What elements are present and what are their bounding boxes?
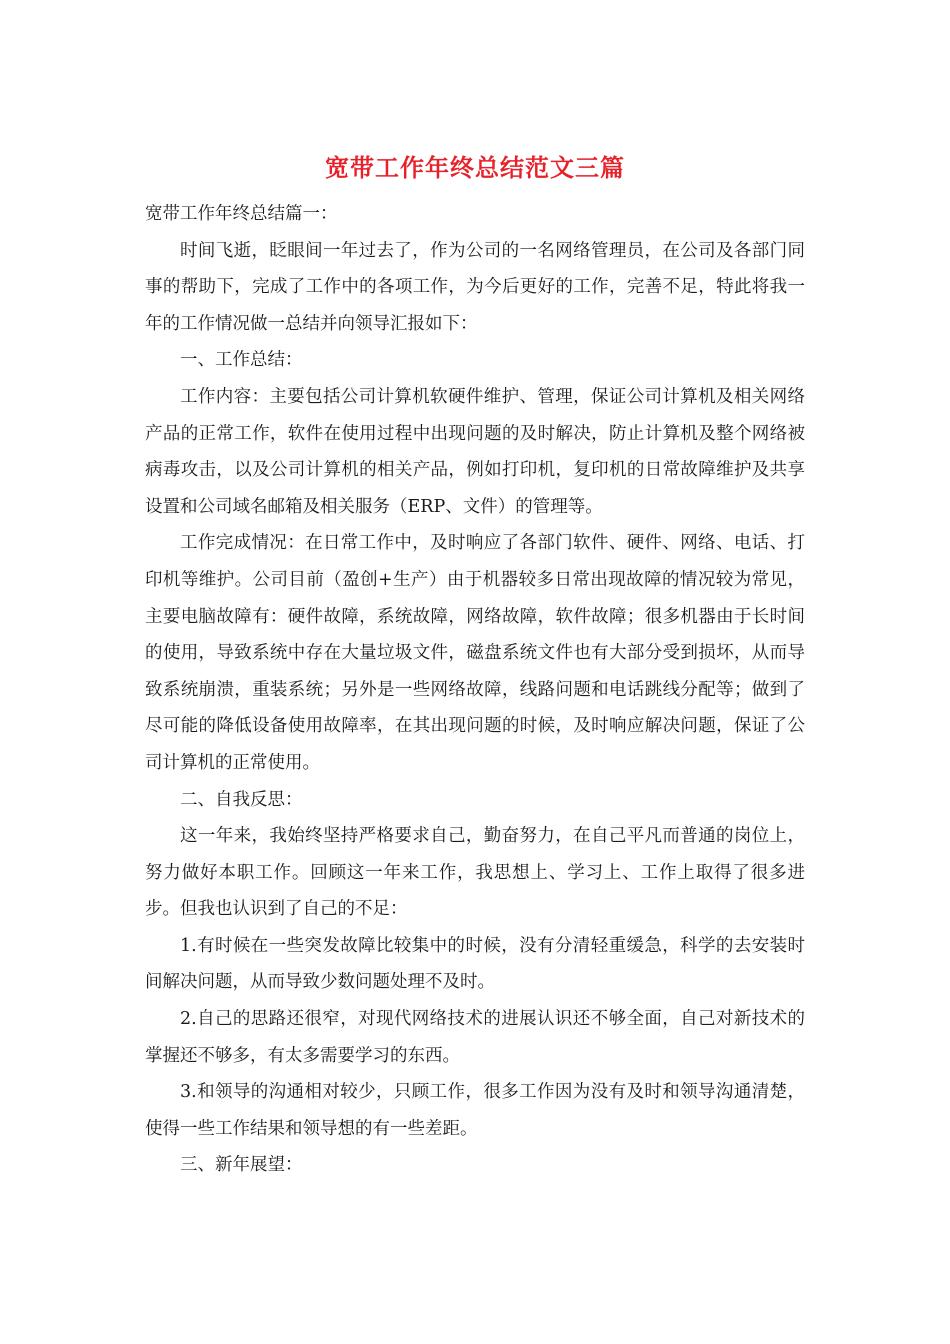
section-heading-part-one: 宽带工作年终总结篇一： [145,204,338,224]
paragraph-intro: 时间飞逝，眨眼间一年过去了，作为公司的一名网络管理员，在公司及各部门同事的帮助下，完成了工作中的各项工作，为今后更好的工作，完善不足，特此将我一年的工作情况做一总结并向领导汇报如下： [145,240,805,334]
document-title: 宽带工作年终总结范文三篇 [325,153,625,182]
paragraph-reflection: 这一年来，我始终坚持严格要求自己，勤奋努力，在自己平凡而普通的岗位上，努力做好本职工作。回顾这一年来工作，我思想上、学习上、工作上取得了很多进步。但我也认识到了自己的不足： [145,826,805,920]
document-body [145,196,805,1184]
list-item-3: 3.和领导的沟通相对较少，只顾工作，很多工作因为没有及时和领导沟通清楚，使得一些工作结果和领导想的有一些差距。 [145,1082,805,1139]
paragraph-work-content: 工作内容：主要包括公司计算机软硬件维护、管理，保证公司计算机及相关网络产品的正常工作，软件在使用过程中出现问题的及时解决，防止计算机及整个网络被病毒攻击，以及公司计算机的相关产品，例如打印机，复印机的日常故障维护及共享设置和公司域名邮箱及相关服务（ERP、文件）的管理等。 [145,386,805,517]
list-item-1: 1.有时候在一些突发故障比较集中的时候，没有分清轻重缓急，科学的去安装时间解决问题，从而导致少数问题处理不及时。 [145,935,805,993]
heading-work-summary: 一、工作总结： [180,350,303,371]
heading-self-reflection: 二、自我反思： [180,789,303,810]
list-item-2: 2.自己的思路还很窄，对现代网络技术的进展认识还不够全面，自己对新技术的掌握还不够多，有太多需要学习的东西。 [145,1009,805,1066]
heading-new-year-outlook: 三、新年展望： [180,1155,303,1176]
paragraph-work-completion: 工作完成情况：在日常工作中，及时响应了各部门软件、硬件、网络、电话、打印机等维护。公司目前（盈创+生产）由于机器较多日常出现故障的情况较为常见，主要电脑故障有：硬件故障，系统故障，网络故障，软件故障；很多机器由于长时间的使用，导致系统中存在大量垃圾文件，磁盘系统文件也有大部分受到损坏，从而导致系统崩溃，重装系统；另外是一些网络故障，线路问题和电话跳线分配等；做到了尽可能的降低设备使用故障率，在其出现问题的时候，及时响应解决问题，保证了公司计算机的正常使用。 [145,533,805,773]
